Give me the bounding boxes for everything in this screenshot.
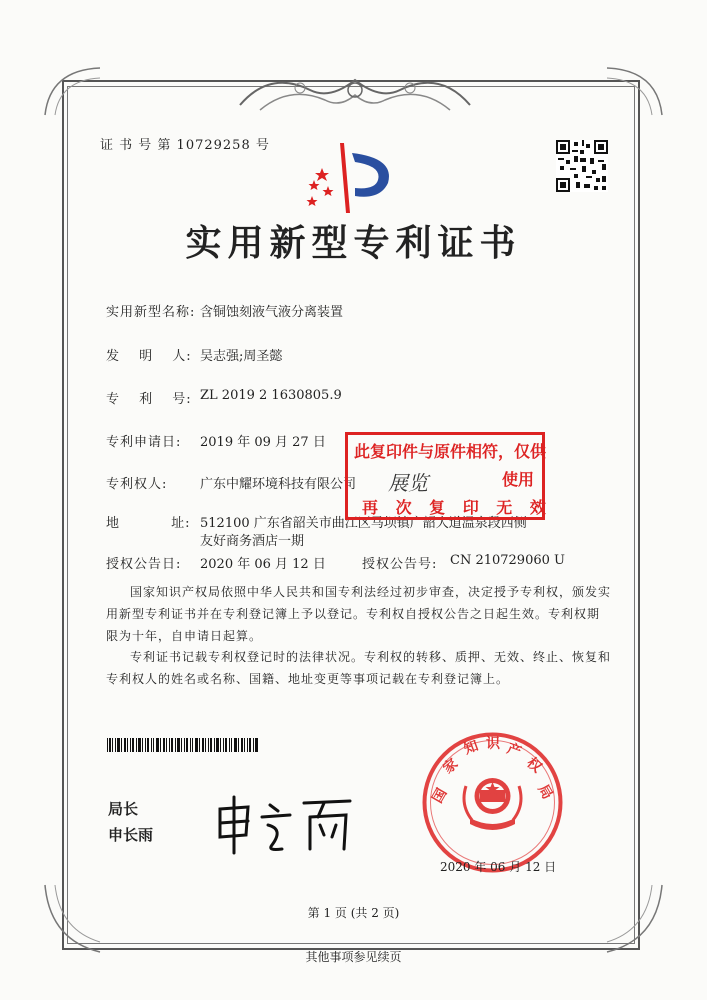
- address-line1: 512100 广东省韶关市曲江区马坝镇广韶大道温泉段西侧: [200, 516, 527, 531]
- patent-number-value: ZL 2019 2 1630805.9: [200, 388, 342, 403]
- grant-date-label: 授权公告日:: [106, 557, 182, 572]
- certificate-title: 实用新型专利证书: [185, 222, 522, 264]
- director-title: 局长: [108, 800, 139, 818]
- patentee-label: 专利权人:: [106, 477, 168, 492]
- patent-number-label: 专 利 号:: [106, 392, 192, 407]
- patentee-value: 广东中耀环境科技有限公司: [200, 477, 357, 492]
- svg-text:权: 权: [523, 754, 545, 777]
- body-paragraph-1: 国家知识产权局依照中华人民共和国专利法经过初步审查，决定授予专利权，颁发实用新型专利证书并在专利登记簿上予以登记。专利权自授权公告之日起生效。专利权期限为十年，自申请日起算。: [106, 585, 612, 643]
- stamp-handwritten: 展览: [388, 471, 428, 495]
- director-name: 申长雨: [108, 826, 154, 844]
- svg-text:国: 国: [429, 785, 451, 806]
- inventor-value: 吴志强;周圣懿: [200, 349, 283, 364]
- grant-date-value: 2020 年 06 月 12 日: [200, 557, 326, 572]
- grant-number-label: 授权公告号:: [362, 557, 438, 572]
- address-label: 地 址:: [106, 516, 191, 531]
- barcode-icon: [107, 738, 259, 752]
- stamp-line3: 再 次 复 印 无 效: [362, 498, 552, 517]
- corner-ornament-top-left: [40, 60, 110, 120]
- copy-verification-stamp: [345, 432, 552, 520]
- certificate-number: 证 书 号 第 10729258 号: [100, 138, 270, 153]
- filing-date-value: 2019 年 09 月 27 日: [200, 435, 326, 450]
- utility-name-value: 含铜蚀刻液气液分离装置: [200, 305, 344, 320]
- svg-text:知: 知: [461, 737, 481, 758]
- page-indicator: 第 1 页 (共 2 页): [307, 906, 400, 920]
- qr-code-icon: [556, 140, 608, 192]
- continued-note: 其他事项参见续页: [305, 950, 402, 964]
- filing-date-label: 专利申请日:: [106, 435, 182, 450]
- utility-name-label: 实用新型名称:: [106, 305, 196, 320]
- official-seal: [420, 730, 565, 875]
- address-line2: 友好商务酒店一期: [200, 534, 305, 549]
- corner-ornament-top-right: [597, 60, 667, 120]
- director-signature: [212, 795, 360, 855]
- seal-date: 2020 年 06 月 12 日: [440, 860, 557, 874]
- svg-text:产: 产: [504, 740, 524, 761]
- cnipa-logo-icon: [300, 138, 400, 218]
- svg-text:识: 识: [486, 736, 500, 752]
- svg-text:局: 局: [534, 782, 556, 803]
- svg-text:家: 家: [440, 755, 462, 778]
- stamp-line2: 使用: [501, 470, 534, 489]
- stamp-line1: 此复印件与原件相符，仅供: [354, 442, 547, 461]
- grant-number-value: CN 210729060 U: [450, 553, 565, 568]
- inventor-label: 发 明 人:: [106, 349, 192, 364]
- top-ornament: [230, 60, 480, 120]
- body-paragraph-2: 专利证书记载专利权登记时的法律状况。专利权的转移、质押、无效、终止、恢复和专利权人的姓名或名称、国籍、地址变更等事项记载在专利登记簿上。: [106, 650, 612, 686]
